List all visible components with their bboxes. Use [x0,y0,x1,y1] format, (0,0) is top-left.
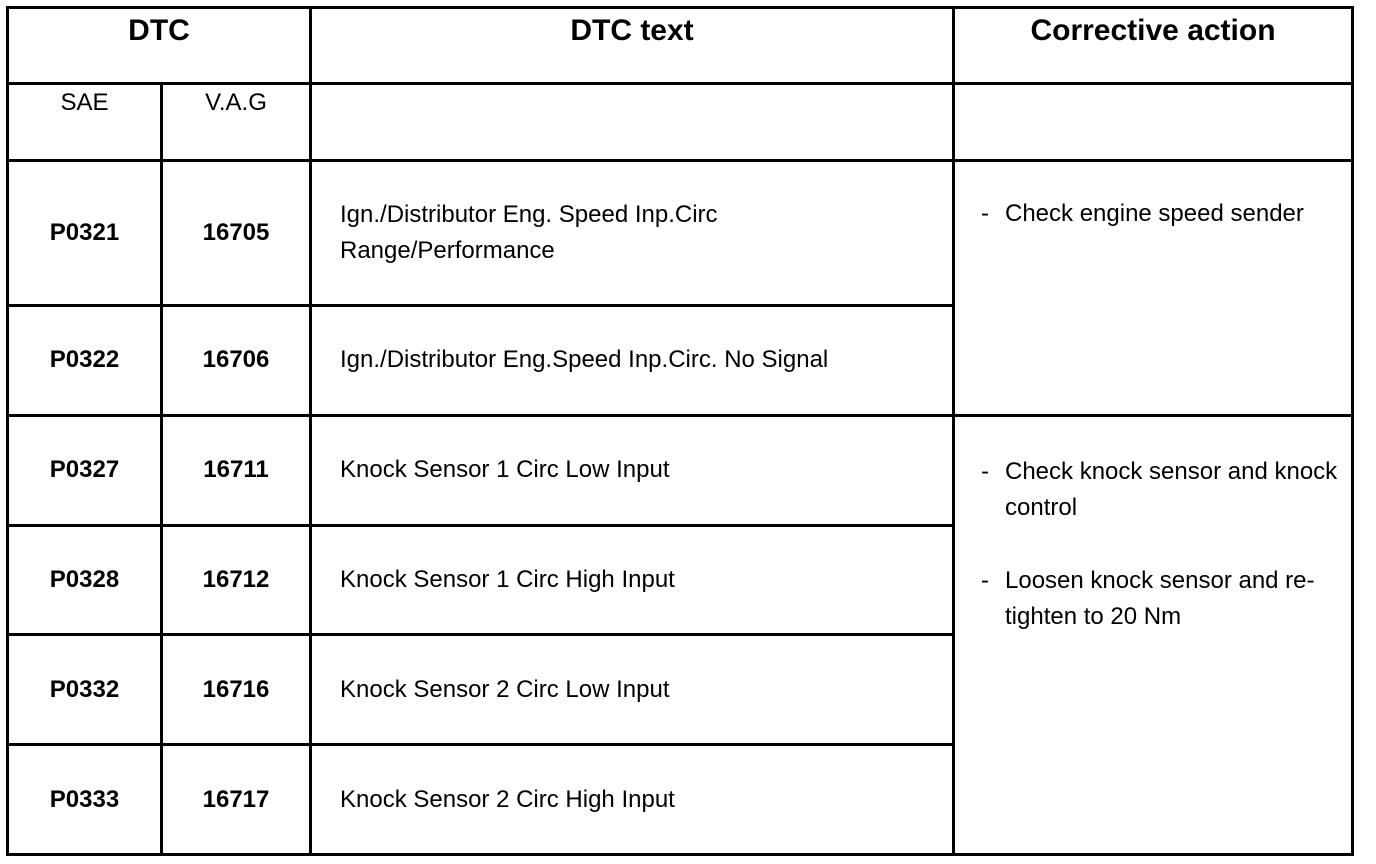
vag-code: 16705 [162,161,311,306]
dtc-text: Knock Sensor 1 Circ Low Input [311,415,954,525]
dtc-text: Ign./Distributor Eng.Speed Inp.Circ. No Signal [311,306,954,416]
dtc-text: Knock Sensor 1 Circ High Input [311,525,954,635]
action-text: Loosen knock sensor and re-tighten to 20 Nm [1005,566,1315,630]
header-dtc-text: DTC text [311,8,954,84]
header-corrective-action: Corrective action [954,8,1353,84]
vag-code: 16716 [162,635,311,745]
vag-code: 16706 [162,306,311,416]
subheader-empty-action [954,83,1353,161]
sae-code: P0333 [8,745,162,855]
action-item [981,563,1351,635]
table-row [8,161,1353,306]
action-item [981,196,1351,232]
dtc-text: Ign./Distributor Eng. Speed Inp.Circ Range/Performance [311,161,954,306]
action-dash: - [981,200,989,228]
dtc-text: Knock Sensor 2 Circ High Input [311,745,954,855]
subheader-sae: SAE [8,83,162,161]
dtc-table [6,6,1354,856]
dtc-text: Knock Sensor 2 Circ Low Input [311,635,954,745]
action-item [981,454,1351,526]
action-dash: - [981,566,989,594]
vag-code: 16711 [162,415,311,525]
action-dash: - [981,457,989,485]
action-text: Check engine speed sender [1005,200,1304,228]
table-row [8,415,1353,525]
sae-code: P0332 [8,635,162,745]
corrective-action-group-2 [954,415,1353,854]
subheader-row [8,83,1353,161]
action-text: Check knock sensor and knock control [1005,457,1338,521]
sae-code: P0327 [8,415,162,525]
header-row [8,8,1353,84]
vag-code: 16717 [162,745,311,855]
corrective-action-group-1 [954,161,1353,416]
sae-code: P0322 [8,306,162,416]
subheader-empty-text [311,83,954,161]
vag-code: 16712 [162,525,311,635]
header-dtc: DTC [8,8,311,84]
sae-code: P0328 [8,525,162,635]
subheader-vag: V.A.G [162,83,311,161]
sae-code: P0321 [8,161,162,306]
